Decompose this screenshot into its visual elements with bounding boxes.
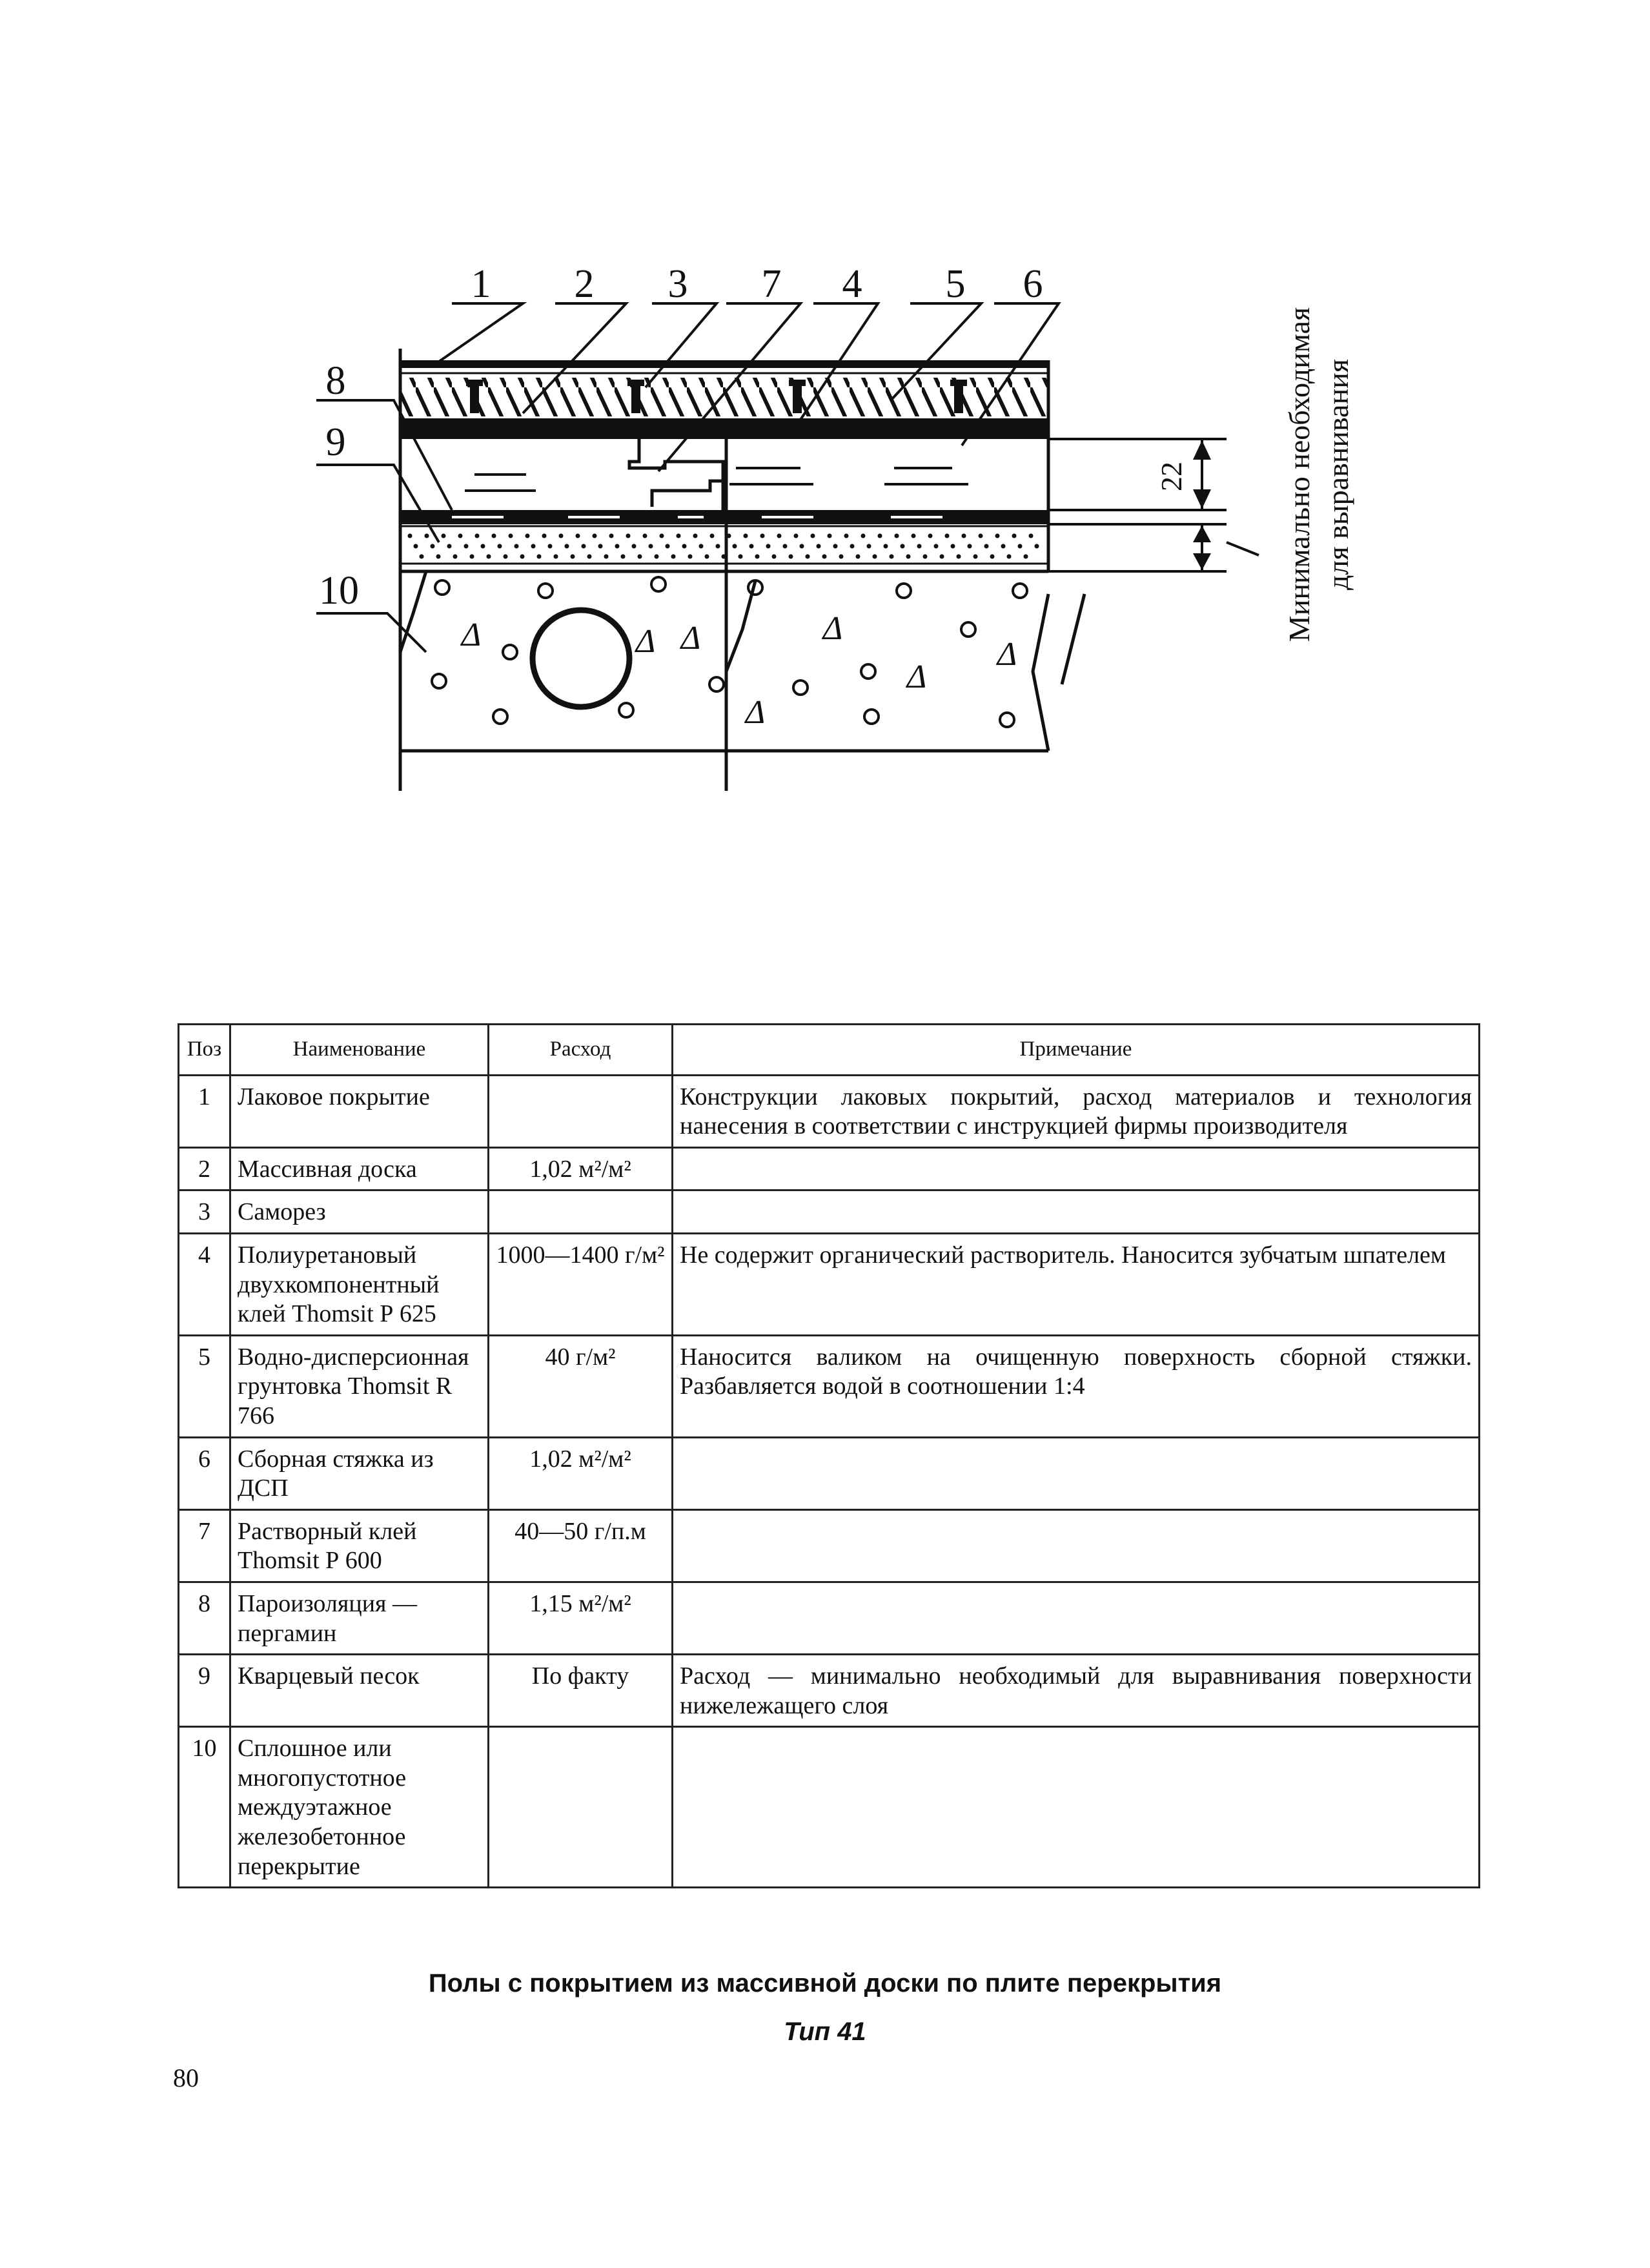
cell-name: Массивная доска xyxy=(230,1147,489,1190)
sand-dot xyxy=(794,534,799,538)
sand-dot xyxy=(1024,555,1028,559)
cell-note xyxy=(673,1190,1480,1234)
callout-10: 10 xyxy=(319,569,359,613)
sand-dot xyxy=(559,534,564,538)
cell-rate xyxy=(489,1190,673,1234)
sand-dot xyxy=(839,555,844,559)
sand-dot xyxy=(609,534,614,538)
cell-note xyxy=(673,1147,1480,1190)
dimension-lines xyxy=(1048,439,1259,571)
break-line-far-right xyxy=(1062,594,1085,684)
sand-dot xyxy=(800,544,804,549)
header-rate: Расход xyxy=(489,1025,673,1076)
aggregate-circle xyxy=(709,677,724,691)
sand-dot xyxy=(945,534,950,538)
floor-section-diagram xyxy=(0,0,1650,904)
sand-dot xyxy=(811,534,815,538)
sand-dot xyxy=(699,544,704,549)
table-row xyxy=(179,1509,1480,1582)
sand-dot xyxy=(537,555,542,559)
table-row xyxy=(179,1582,1480,1654)
sand-dot xyxy=(710,534,715,538)
side-note-line-1: Минимально необходимая xyxy=(1283,307,1316,642)
sand-dot xyxy=(693,534,698,538)
table-header-row xyxy=(179,1025,1480,1076)
table-row xyxy=(179,1233,1480,1335)
sand-dot xyxy=(817,544,821,549)
sand-dot xyxy=(475,534,480,538)
table-row xyxy=(179,1727,1480,1888)
sand-dot xyxy=(1018,544,1023,549)
cell-pos: 10 xyxy=(179,1727,230,1888)
sand-dot xyxy=(895,534,899,538)
sand-dot xyxy=(458,534,463,538)
sand-dot xyxy=(772,555,777,559)
sand-dot xyxy=(861,534,866,538)
cell-name: Полиуретановый двухкомпонентный клей Thomsit Р 625 xyxy=(230,1233,489,1335)
sand-dot xyxy=(917,544,922,549)
aggregate-triangle: Δ xyxy=(461,617,482,653)
sand-dot xyxy=(1035,544,1039,549)
sand-dot xyxy=(828,534,832,538)
aggregate-circle xyxy=(432,674,446,688)
sand-dot xyxy=(733,544,737,549)
sand-dot xyxy=(431,544,435,549)
sand-dot xyxy=(755,555,760,559)
header-pos: Поз xyxy=(179,1025,230,1076)
sand-dot xyxy=(576,534,580,538)
table-row xyxy=(179,1655,1480,1727)
aggregate-triangle: Δ xyxy=(822,610,843,647)
sand-dot xyxy=(716,544,720,549)
sand-dot xyxy=(504,555,508,559)
cell-name: Пароизоляция — пергамин xyxy=(230,1582,489,1654)
page-number: 80 xyxy=(173,2063,199,2092)
hollow-core-void xyxy=(533,610,629,707)
callout-9: 9 xyxy=(325,420,346,464)
sand-dot xyxy=(582,544,586,549)
sand-dot xyxy=(962,534,966,538)
sand-dot xyxy=(890,555,894,559)
sand-dot xyxy=(940,555,944,559)
cell-pos: 7 xyxy=(179,1509,230,1582)
layer-lacquer xyxy=(400,360,1048,368)
sand-dot xyxy=(414,544,418,549)
cell-note: Конструкции лаковых покрытий, расход материалов и технология нанесения в соответствии с инструкцией фирмы производителя xyxy=(673,1075,1480,1147)
cell-rate xyxy=(489,1727,673,1888)
side-note-line-2: для выравнивания xyxy=(1321,359,1354,590)
cell-pos: 8 xyxy=(179,1582,230,1654)
sand-dot xyxy=(789,555,793,559)
sand-dot xyxy=(531,544,536,549)
aggregate-triangle: Δ xyxy=(906,659,927,695)
sand-dot xyxy=(766,544,771,549)
cell-rate: 1000—1400 г/м² xyxy=(489,1233,673,1335)
sand-dot xyxy=(571,555,575,559)
aggregate-circle xyxy=(435,580,449,595)
callout-2: 2 xyxy=(574,262,595,306)
sand-dot xyxy=(923,555,928,559)
sand-dot xyxy=(464,544,469,549)
sand-dot xyxy=(957,555,961,559)
cell-rate: 1,02 м²/м² xyxy=(489,1147,673,1190)
header-name: Наименование xyxy=(230,1025,489,1076)
sand-dot xyxy=(509,534,513,538)
cell-rate: 40 г/м² xyxy=(489,1335,673,1437)
cell-pos: 3 xyxy=(179,1190,230,1234)
sand-dot xyxy=(738,555,743,559)
table-row xyxy=(179,1335,1480,1437)
cell-name: Водно-дисперсионная грунтовка Thomsit R 766 xyxy=(230,1335,489,1437)
sand-dot xyxy=(604,555,609,559)
sand-dot xyxy=(951,544,955,549)
sand-dot xyxy=(632,544,637,549)
sand-dot xyxy=(682,544,687,549)
cell-rate: По факту xyxy=(489,1655,673,1727)
cell-note xyxy=(673,1437,1480,1509)
sand-dot xyxy=(1001,544,1006,549)
cell-rate xyxy=(489,1075,673,1147)
cell-name: Растворный клей Thomsit Р 600 xyxy=(230,1509,489,1582)
aggregate-triangle: Δ xyxy=(745,694,766,731)
aggregate-circle xyxy=(651,577,666,591)
sand-dot xyxy=(878,534,882,538)
callout-4: 4 xyxy=(842,262,862,306)
sand-dot xyxy=(520,555,525,559)
callout-6: 6 xyxy=(1023,262,1043,306)
sand-dot xyxy=(867,544,871,549)
sand-dot xyxy=(587,555,592,559)
cell-name: Сплошное или многопустотное междуэтажное железобетонное перекрытие xyxy=(230,1727,489,1888)
sand-dot xyxy=(884,544,888,549)
sand-dot xyxy=(760,534,765,538)
sand-dot xyxy=(638,555,642,559)
sand-dot xyxy=(934,544,939,549)
aggregate-triangle: Δ xyxy=(680,620,701,657)
aggregate-circle xyxy=(1000,713,1014,727)
sand-dot xyxy=(806,555,810,559)
callout-7: 7 xyxy=(761,262,782,306)
sand-dot xyxy=(436,555,441,559)
figure-caption: Полы с покрытием из массивной доски по плите перекрытия xyxy=(428,1969,1222,1997)
sand-dot xyxy=(514,544,519,549)
sand-dot xyxy=(565,544,569,549)
sand-dot xyxy=(906,555,911,559)
aggregate-triangle: Δ xyxy=(635,623,656,660)
aggregate-circle xyxy=(538,584,553,598)
table-row xyxy=(179,1075,1480,1147)
cell-name: Лаковое покрытие xyxy=(230,1075,489,1147)
cell-note: Наносится валиком на очищенную поверхность сборной стяжки. Разбавляется водой в соотношении 1:4 xyxy=(673,1335,1480,1437)
materials-table xyxy=(178,1023,1480,1888)
sand-dot xyxy=(973,555,978,559)
sand-dot xyxy=(498,544,502,549)
sand-dot xyxy=(442,534,446,538)
sand-dot xyxy=(856,555,861,559)
cell-name: Саморез xyxy=(230,1190,489,1234)
aggregate-circle xyxy=(861,664,875,679)
aggregate-circle xyxy=(864,710,879,724)
sand-dot xyxy=(1007,555,1012,559)
sand-dot xyxy=(548,544,553,549)
sand-dot xyxy=(744,534,748,538)
cell-name: Кварцевый песок xyxy=(230,1655,489,1727)
cell-note xyxy=(673,1727,1480,1888)
table-row xyxy=(179,1190,1480,1234)
callout-1: 1 xyxy=(471,262,491,306)
sand-dot xyxy=(487,555,491,559)
sand-dot xyxy=(420,555,424,559)
table-row xyxy=(179,1437,1480,1509)
sand-dot xyxy=(873,555,877,559)
sand-dot xyxy=(626,534,631,538)
concrete-aggregate xyxy=(432,577,1027,731)
callout-3: 3 xyxy=(667,262,688,306)
sand-dot xyxy=(649,544,653,549)
aggregate-circle xyxy=(1013,584,1027,598)
sand-dot xyxy=(705,555,709,559)
sand-dot xyxy=(688,555,693,559)
sand-dot xyxy=(671,555,676,559)
sand-dot xyxy=(777,534,782,538)
sand-dot xyxy=(822,555,827,559)
sand-dot xyxy=(995,534,1000,538)
aggregate-circle xyxy=(619,703,633,717)
sand-dot xyxy=(621,555,626,559)
sand-dot xyxy=(984,544,989,549)
sand-dot xyxy=(844,534,849,538)
cell-rate: 1,15 м²/м² xyxy=(489,1582,673,1654)
cell-rate: 40—50 г/п.м xyxy=(489,1509,673,1582)
sand-dot xyxy=(408,534,412,538)
break-line-right xyxy=(1033,594,1048,751)
cell-note: Не содержит органический растворитель. Наносится зубчатым шпателем xyxy=(673,1233,1480,1335)
sand-dot xyxy=(912,534,916,538)
sand-dot xyxy=(850,544,855,549)
sand-dot xyxy=(554,555,558,559)
sand-dot xyxy=(928,534,933,538)
sand-dot xyxy=(615,544,620,549)
header-note: Примечание xyxy=(673,1025,1480,1076)
aggregate-circle xyxy=(793,680,808,695)
sand-dot xyxy=(542,534,547,538)
sand-dot xyxy=(749,544,754,549)
aggregate-circle xyxy=(503,645,517,659)
sand-dot xyxy=(833,544,838,549)
aggregate-triangle: Δ xyxy=(997,636,1017,673)
sand-dot xyxy=(447,544,452,549)
cell-note xyxy=(673,1582,1480,1654)
sand-dot xyxy=(598,544,603,549)
sand-dot xyxy=(968,544,972,549)
cell-note: Расход — минимально необходимый для выравнивания поверхности нижележащего слоя xyxy=(673,1655,1480,1727)
cell-rate: 1,02 м²/м² xyxy=(489,1437,673,1509)
sand-dot xyxy=(783,544,788,549)
sand-dot xyxy=(525,534,530,538)
aggregate-circle xyxy=(493,710,507,724)
cell-pos: 2 xyxy=(179,1147,230,1190)
sand-dot xyxy=(901,544,905,549)
aggregate-circle xyxy=(897,584,911,598)
type-label: Тип 41 xyxy=(784,2018,866,2046)
sand-dot xyxy=(660,534,664,538)
sand-dot xyxy=(1029,534,1034,538)
dimension-22: 22 xyxy=(1155,462,1188,491)
layer-pu-glue xyxy=(400,418,1048,439)
callout-5: 5 xyxy=(945,262,966,306)
sand-dot xyxy=(990,555,995,559)
cell-pos: 9 xyxy=(179,1655,230,1727)
callout-leaders xyxy=(316,303,1059,652)
cell-note xyxy=(673,1509,1480,1582)
sand-dot xyxy=(492,534,496,538)
sand-dot xyxy=(470,555,474,559)
sand-dot xyxy=(453,555,458,559)
sand-dot xyxy=(677,534,681,538)
cell-pos: 5 xyxy=(179,1335,230,1437)
sand-dot xyxy=(655,555,659,559)
sand-dot xyxy=(593,534,597,538)
sand-dot xyxy=(1012,534,1017,538)
sand-dot xyxy=(481,544,485,549)
cell-pos: 6 xyxy=(179,1437,230,1509)
sand-dot xyxy=(666,544,670,549)
sand-dot xyxy=(643,534,647,538)
callout-8: 8 xyxy=(325,359,346,403)
aggregate-circle xyxy=(961,622,975,637)
cell-pos: 4 xyxy=(179,1233,230,1335)
table-row xyxy=(179,1147,1480,1190)
cell-pos: 1 xyxy=(179,1075,230,1147)
sand-dot xyxy=(979,534,983,538)
sand-dot xyxy=(425,534,429,538)
cell-name: Сборная стяжка из ДСП xyxy=(230,1437,489,1509)
